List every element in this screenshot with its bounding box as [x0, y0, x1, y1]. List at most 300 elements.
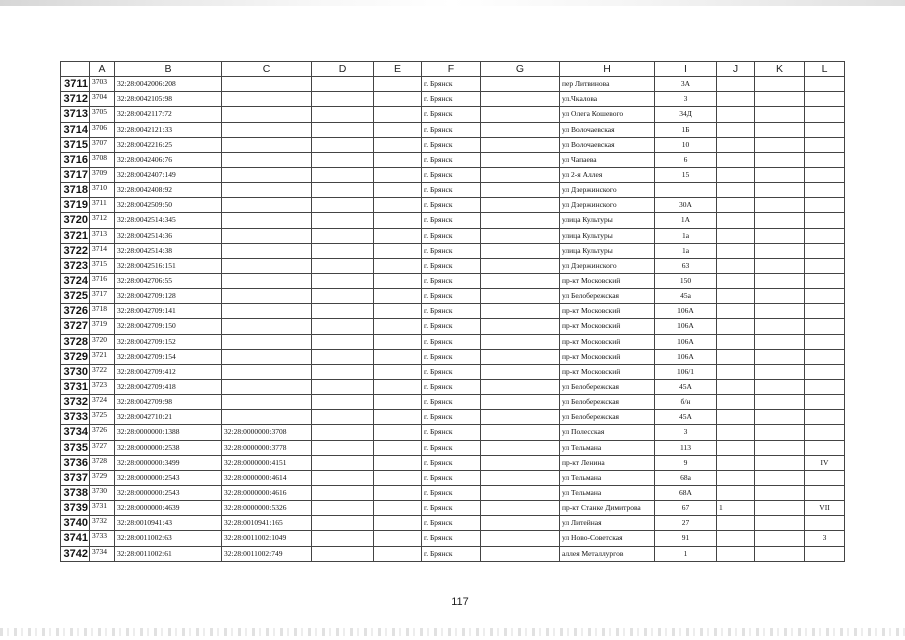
cell-f: г. Брянск	[422, 470, 481, 485]
cell-i: 68А	[655, 485, 717, 500]
cell-j	[717, 122, 755, 137]
cell-f: г. Брянск	[422, 122, 481, 137]
cell-c	[222, 304, 312, 319]
cell-i: 1Б	[655, 122, 717, 137]
cell-i: 106/1	[655, 364, 717, 379]
cell-l	[805, 137, 845, 152]
cell-h: пр-кт Ленина	[560, 455, 655, 470]
cell-b: 32:28:0000000:2543	[115, 485, 222, 500]
cell-j	[717, 213, 755, 228]
cell-b: 32:28:0042509:50	[115, 198, 222, 213]
cell-h: ул.Чкалова	[560, 92, 655, 107]
cell-g	[481, 395, 560, 410]
cell-j	[717, 92, 755, 107]
cell-c	[222, 334, 312, 349]
cell-c	[222, 213, 312, 228]
cell-f: г. Брянск	[422, 364, 481, 379]
cell-f: г. Брянск	[422, 425, 481, 440]
cell-h: ул 2-я Аллея	[560, 167, 655, 182]
cell-k	[755, 137, 805, 152]
cell-l	[805, 183, 845, 198]
cell-i	[655, 183, 717, 198]
cell-d	[312, 546, 374, 561]
cell-a: 3726	[90, 425, 115, 440]
cell-h: ул Белобережская	[560, 410, 655, 425]
table-row	[61, 334, 845, 349]
cell-k	[755, 546, 805, 561]
cell-e	[374, 167, 422, 182]
column-header: E	[374, 62, 422, 77]
cell-g	[481, 122, 560, 137]
cell-k	[755, 379, 805, 394]
cell-i: 67	[655, 501, 717, 516]
table-row	[61, 485, 845, 500]
cell-l	[805, 122, 845, 137]
cell-e	[374, 304, 422, 319]
row-number: 3731	[61, 379, 90, 394]
cell-d	[312, 92, 374, 107]
cell-g	[481, 258, 560, 273]
cell-b: 32:28:0042516:151	[115, 258, 222, 273]
cell-a: 3734	[90, 546, 115, 561]
cell-a: 3709	[90, 167, 115, 182]
row-number: 3728	[61, 334, 90, 349]
cell-i: 1	[655, 546, 717, 561]
cell-a: 3723	[90, 379, 115, 394]
cell-k	[755, 470, 805, 485]
cell-h: ул Тельмана	[560, 440, 655, 455]
cell-l	[805, 107, 845, 122]
cell-a: 3720	[90, 334, 115, 349]
row-number: 3712	[61, 92, 90, 107]
table-row	[61, 455, 845, 470]
cell-a: 3714	[90, 243, 115, 258]
cell-i: 10	[655, 137, 717, 152]
cell-i: 3	[655, 92, 717, 107]
cell-f: г. Брянск	[422, 258, 481, 273]
cell-g	[481, 546, 560, 561]
cell-e	[374, 273, 422, 288]
cell-l	[805, 349, 845, 364]
table-row	[61, 258, 845, 273]
cell-c	[222, 410, 312, 425]
cell-g	[481, 152, 560, 167]
row-number: 3715	[61, 137, 90, 152]
cell-k	[755, 440, 805, 455]
cell-j	[717, 228, 755, 243]
cell-i: 45а	[655, 289, 717, 304]
cell-l	[805, 198, 845, 213]
cell-e	[374, 289, 422, 304]
cell-k	[755, 364, 805, 379]
column-header-row	[61, 62, 845, 77]
cell-h: пр-кт Московский	[560, 349, 655, 364]
cell-g	[481, 243, 560, 258]
cell-l	[805, 152, 845, 167]
cell-j	[717, 167, 755, 182]
cell-f: г. Брянск	[422, 455, 481, 470]
cell-h: ул Волочаевская	[560, 122, 655, 137]
cell-h: ул Полесская	[560, 425, 655, 440]
cell-l	[805, 379, 845, 394]
cell-g	[481, 349, 560, 364]
cell-g	[481, 137, 560, 152]
cell-f: г. Брянск	[422, 92, 481, 107]
cell-e	[374, 425, 422, 440]
cell-f: г. Брянск	[422, 485, 481, 500]
cell-c	[222, 107, 312, 122]
cell-e	[374, 349, 422, 364]
cell-k	[755, 243, 805, 258]
cell-h: ул Волочаевская	[560, 137, 655, 152]
cell-k	[755, 501, 805, 516]
table-row	[61, 228, 845, 243]
cell-h: улица Культуры	[560, 213, 655, 228]
cell-k	[755, 531, 805, 546]
cell-a: 3703	[90, 77, 115, 92]
cell-k	[755, 410, 805, 425]
cell-e	[374, 137, 422, 152]
cell-c	[222, 395, 312, 410]
row-number: 3724	[61, 273, 90, 288]
cell-i: 106А	[655, 319, 717, 334]
cell-d	[312, 107, 374, 122]
cell-e	[374, 107, 422, 122]
row-number: 3737	[61, 470, 90, 485]
cell-h: ул Литейная	[560, 516, 655, 531]
cell-k	[755, 304, 805, 319]
cell-e	[374, 258, 422, 273]
cell-e	[374, 440, 422, 455]
cell-k	[755, 122, 805, 137]
cell-c: 32:28:0010941:165	[222, 516, 312, 531]
cell-j	[717, 289, 755, 304]
column-header: A	[90, 62, 115, 77]
cell-c	[222, 122, 312, 137]
cell-f: г. Брянск	[422, 516, 481, 531]
cell-g	[481, 92, 560, 107]
cell-c	[222, 319, 312, 334]
cell-c	[222, 137, 312, 152]
cell-e	[374, 501, 422, 516]
cell-l	[805, 334, 845, 349]
table-row	[61, 122, 845, 137]
cell-f: г. Брянск	[422, 395, 481, 410]
cell-i: 106А	[655, 304, 717, 319]
row-number: 3729	[61, 349, 90, 364]
table-row	[61, 501, 845, 516]
row-number: 3730	[61, 364, 90, 379]
cell-d	[312, 501, 374, 516]
table-row	[61, 107, 845, 122]
cell-e	[374, 516, 422, 531]
cell-k	[755, 228, 805, 243]
row-number: 3714	[61, 122, 90, 137]
cell-k	[755, 319, 805, 334]
cell-a: 3733	[90, 531, 115, 546]
cell-e	[374, 546, 422, 561]
cell-c	[222, 379, 312, 394]
cell-i: 6	[655, 152, 717, 167]
cell-i: 106А	[655, 349, 717, 364]
cell-g	[481, 319, 560, 334]
column-header: L	[805, 62, 845, 77]
column-header: J	[717, 62, 755, 77]
cell-a: 3719	[90, 319, 115, 334]
cell-e	[374, 531, 422, 546]
cell-l: IV	[805, 455, 845, 470]
cell-j	[717, 137, 755, 152]
cell-e	[374, 77, 422, 92]
cell-a: 3717	[90, 289, 115, 304]
cell-i: 63	[655, 258, 717, 273]
cell-l	[805, 228, 845, 243]
cell-g	[481, 304, 560, 319]
row-number: 3732	[61, 395, 90, 410]
cell-g	[481, 410, 560, 425]
cell-j	[717, 546, 755, 561]
cell-h: ул Олега Кошевого	[560, 107, 655, 122]
cell-c	[222, 183, 312, 198]
cell-h: ул Белобережская	[560, 395, 655, 410]
table-row	[61, 137, 845, 152]
row-number: 3726	[61, 304, 90, 319]
cell-b: 32:28:0042709:154	[115, 349, 222, 364]
cell-c	[222, 167, 312, 182]
cell-c: 32:28:0011002:1049	[222, 531, 312, 546]
table-row	[61, 440, 845, 455]
cell-k	[755, 289, 805, 304]
cell-d	[312, 319, 374, 334]
cell-a: 3713	[90, 228, 115, 243]
row-number: 3716	[61, 152, 90, 167]
cell-b: 32:28:0000000:3499	[115, 455, 222, 470]
cell-j	[717, 410, 755, 425]
cell-f: г. Брянск	[422, 273, 481, 288]
cell-k	[755, 516, 805, 531]
cell-l	[805, 516, 845, 531]
cell-h: ул Белобережская	[560, 379, 655, 394]
cell-e	[374, 228, 422, 243]
cell-a: 3724	[90, 395, 115, 410]
cell-g	[481, 273, 560, 288]
cell-e	[374, 183, 422, 198]
cell-c: 32:28:0000000:4151	[222, 455, 312, 470]
cell-c	[222, 258, 312, 273]
cell-i: 9	[655, 455, 717, 470]
cell-l	[805, 289, 845, 304]
column-header: C	[222, 62, 312, 77]
cell-l	[805, 273, 845, 288]
cell-f: г. Брянск	[422, 289, 481, 304]
cell-f: г. Брянск	[422, 77, 481, 92]
cell-g	[481, 213, 560, 228]
cell-f: г. Брянск	[422, 213, 481, 228]
cell-b: 32:28:0042408:92	[115, 183, 222, 198]
cell-k	[755, 258, 805, 273]
cell-i: 3А	[655, 77, 717, 92]
cell-k	[755, 77, 805, 92]
cell-i: 30А	[655, 198, 717, 213]
cell-b: 32:28:0042407:149	[115, 167, 222, 182]
row-number: 3717	[61, 167, 90, 182]
cell-b: 32:28:0000000:2543	[115, 470, 222, 485]
column-header: H	[560, 62, 655, 77]
row-number: 3736	[61, 455, 90, 470]
cell-j	[717, 304, 755, 319]
cell-f: г. Брянск	[422, 167, 481, 182]
cell-e	[374, 379, 422, 394]
table-row	[61, 349, 845, 364]
cell-a: 3732	[90, 516, 115, 531]
cell-a: 3730	[90, 485, 115, 500]
cell-e	[374, 410, 422, 425]
cell-f: г. Брянск	[422, 410, 481, 425]
cell-a: 3710	[90, 183, 115, 198]
cell-j	[717, 516, 755, 531]
cell-c	[222, 289, 312, 304]
cell-i: 15	[655, 167, 717, 182]
cell-h: пр-кт Московский	[560, 319, 655, 334]
cell-a: 3731	[90, 501, 115, 516]
cell-l: 3	[805, 531, 845, 546]
row-number: 3733	[61, 410, 90, 425]
table-row	[61, 379, 845, 394]
cell-h: пер Литвинова	[560, 77, 655, 92]
cell-k	[755, 334, 805, 349]
cell-l	[805, 485, 845, 500]
cell-g	[481, 107, 560, 122]
cell-d	[312, 440, 374, 455]
row-number: 3725	[61, 289, 90, 304]
cell-b: 32:28:0042710:21	[115, 410, 222, 425]
cell-b: 32:28:0042406:76	[115, 152, 222, 167]
cell-k	[755, 395, 805, 410]
column-header: G	[481, 62, 560, 77]
cell-j	[717, 183, 755, 198]
row-number: 3740	[61, 516, 90, 531]
cell-d	[312, 77, 374, 92]
cell-f: г. Брянск	[422, 304, 481, 319]
cell-d	[312, 183, 374, 198]
column-header: D	[312, 62, 374, 77]
cell-j	[717, 198, 755, 213]
cell-e	[374, 364, 422, 379]
cell-g	[481, 440, 560, 455]
cell-e	[374, 395, 422, 410]
cell-g	[481, 334, 560, 349]
table-row	[61, 364, 845, 379]
cell-f: г. Брянск	[422, 198, 481, 213]
cell-l	[805, 546, 845, 561]
cell-f: г. Брянск	[422, 152, 481, 167]
cell-d	[312, 167, 374, 182]
cell-i: 1А	[655, 213, 717, 228]
cell-j	[717, 152, 755, 167]
cell-e	[374, 319, 422, 334]
cell-c: 32:28:0000000:3778	[222, 440, 312, 455]
cell-b: 32:28:0042117:72	[115, 107, 222, 122]
cell-k	[755, 349, 805, 364]
cell-h: ул Белобережская	[560, 289, 655, 304]
cell-h: ул Тельмана	[560, 485, 655, 500]
cell-a: 3715	[90, 258, 115, 273]
cell-h: пр-кт Московский	[560, 273, 655, 288]
table-row	[61, 167, 845, 182]
table-row	[61, 395, 845, 410]
column-header: B	[115, 62, 222, 77]
cell-f: г. Брянск	[422, 107, 481, 122]
cell-d	[312, 516, 374, 531]
cell-g	[481, 501, 560, 516]
column-header: F	[422, 62, 481, 77]
table-row	[61, 516, 845, 531]
cell-l	[805, 470, 845, 485]
cell-g	[481, 379, 560, 394]
cell-d	[312, 395, 374, 410]
cell-h: ул Дзержинского	[560, 198, 655, 213]
cell-l	[805, 364, 845, 379]
cell-h: улица Культуры	[560, 228, 655, 243]
cell-j	[717, 258, 755, 273]
row-number: 3711	[61, 77, 90, 92]
cell-g	[481, 289, 560, 304]
cell-b: 32:28:0042709:412	[115, 364, 222, 379]
row-number: 3735	[61, 440, 90, 455]
cell-f: г. Брянск	[422, 137, 481, 152]
cell-c	[222, 92, 312, 107]
cell-d	[312, 137, 374, 152]
cell-a: 3722	[90, 364, 115, 379]
table-row	[61, 183, 845, 198]
cell-g	[481, 198, 560, 213]
cell-a: 3707	[90, 137, 115, 152]
cell-c	[222, 228, 312, 243]
cell-f: г. Брянск	[422, 183, 481, 198]
cell-g	[481, 425, 560, 440]
table-row	[61, 304, 845, 319]
cell-b: 32:28:0042514:38	[115, 243, 222, 258]
cell-d	[312, 349, 374, 364]
row-number: 3727	[61, 319, 90, 334]
cell-h: ул Тельмана	[560, 470, 655, 485]
cell-k	[755, 167, 805, 182]
column-header: I	[655, 62, 717, 77]
cell-h: пр-кт Московский	[560, 334, 655, 349]
cell-k	[755, 425, 805, 440]
spreadsheet-table	[60, 61, 845, 562]
table-row	[61, 531, 845, 546]
cell-e	[374, 122, 422, 137]
cell-g	[481, 455, 560, 470]
cell-k	[755, 485, 805, 500]
row-number: 3719	[61, 198, 90, 213]
cell-k	[755, 152, 805, 167]
cell-k	[755, 183, 805, 198]
cell-c	[222, 364, 312, 379]
table-row	[61, 243, 845, 258]
cell-e	[374, 213, 422, 228]
cell-c	[222, 243, 312, 258]
cell-a: 3716	[90, 273, 115, 288]
cell-h: ул Дзержинского	[560, 258, 655, 273]
cell-f: г. Брянск	[422, 501, 481, 516]
cell-h: пр-кт Московский	[560, 304, 655, 319]
cell-l	[805, 425, 845, 440]
table-row	[61, 319, 845, 334]
cell-a: 3706	[90, 122, 115, 137]
cell-b: 32:28:0042709:141	[115, 304, 222, 319]
